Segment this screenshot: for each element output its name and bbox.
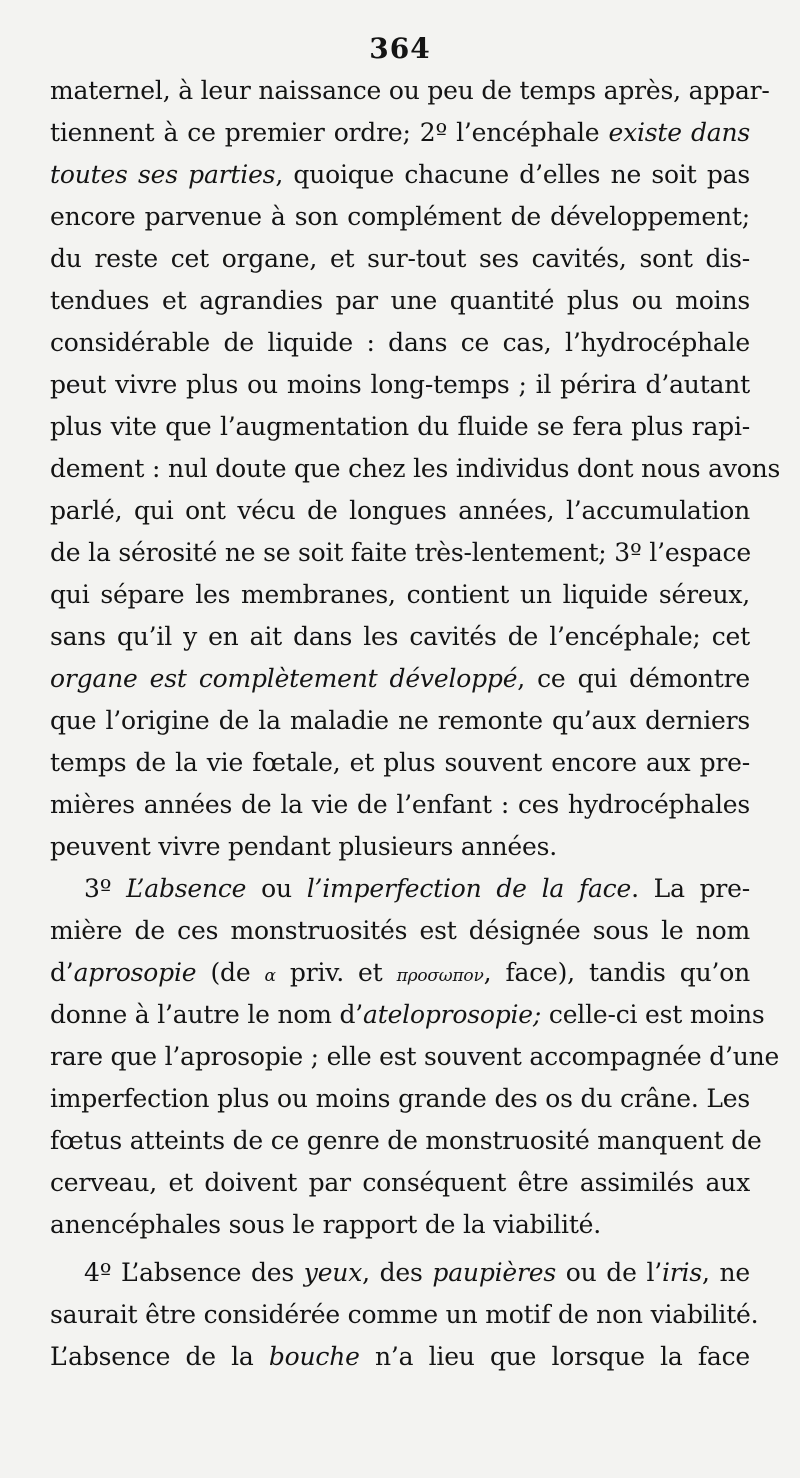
text-segment: sans qu’il y en ait dans les cavités de l’encéphale; cet [50,622,750,651]
text-segment: dement : nul doute que chez les individus dont nous avons [50,454,781,483]
italic-text: l’imperfection de la face [306,874,632,903]
text-line [50,1204,750,1246]
text-line [50,910,750,952]
text-segment: fœtus atteints de ce genre de monstruosité manquent de [50,1126,762,1155]
italic-text: L’absence [126,874,247,903]
text-segment: 4º L’absence des [84,1258,304,1287]
text-segment: ou de l’ [556,1258,663,1287]
text-line [50,448,781,490]
text-segment: donne à l’autre le nom d’ [50,1000,364,1029]
italic-text: toutes ses parties [50,160,276,189]
text-line [50,112,750,154]
text-segment: tendues et agrandies par une quantité plus ou moins [50,286,750,315]
text-line [50,532,750,574]
italic-text: iris [662,1258,702,1287]
text-line [50,280,750,322]
text-segment: 3º [84,874,127,903]
text-segment: du reste cet organe, et sur-tout ses cavités, sont dis- [50,244,750,273]
text-line [50,574,750,616]
page-number: 364 [369,32,431,65]
body-text [50,70,781,1378]
text-line [50,826,750,868]
italic-text: yeux [303,1258,363,1287]
italic-text: bouche [268,1342,360,1371]
text-line [50,322,750,364]
italic-text: paupières [432,1258,557,1287]
text-line [50,196,750,238]
italic-text: ateloprosopie; [363,1000,542,1029]
text-segment: , ne [702,1258,751,1287]
text-line [50,1120,762,1162]
italic-text: existe dans [608,118,750,147]
text-segment: encore parvenue à son complément de développement; [50,202,750,231]
text-line [50,700,750,742]
text-segment: peut vivre plus ou moins long-temps ; il périra d’autant [50,370,750,399]
text-segment: imperfection plus ou moins grande des os du crâne. Les [50,1084,750,1113]
text-segment: . La pre- [631,874,751,903]
text-line [50,406,750,448]
text-line [50,238,750,280]
text-segment: rare que l’aprosopie ; elle est souvent accompagnée d’une [50,1042,780,1071]
text-segment: , face), tandis qu’on [483,958,750,987]
text-line [50,742,750,784]
italic-text: aprosopie [73,958,197,987]
text-segment: temps de la vie fœtale, et plus souvent encore aux pre- [50,748,750,777]
text-segment: tiennent à ce premier ordre; 2º l’encéphale [50,118,609,147]
text-line [50,1294,759,1336]
text-line [50,952,750,994]
text-segment: ou [246,874,307,903]
text-segment: d’ [50,958,74,987]
text-segment: celle-ci est moins [541,1000,765,1029]
text-segment: plus vite que l’augmentation du fluide se fera plus rapi- [50,412,750,441]
text-line [50,1162,750,1204]
text-segment: , quoique chacune d’elles ne soit pas [275,160,750,189]
text-segment: priv. et [275,958,397,987]
text-segment: anencéphales sous le rapport de la viabilité. [50,1210,602,1239]
text-line [50,868,750,910]
text-line [50,490,750,532]
text-segment: peuvent vivre pendant plusieurs années. [50,832,557,861]
text-line [50,70,770,112]
text-segment: n’a lieu que lorsque la face [359,1342,751,1371]
text-segment: de la sérosité ne se soit faite très-lentement; 3º l’espace [50,538,751,567]
text-segment: mière de ces monstruosités est désignée sous le nom [50,916,750,945]
text-segment: saurait être considérée comme un motif de non viabilité. [50,1300,759,1329]
text-line [50,364,750,406]
text-line [50,1336,750,1378]
text-line [50,154,750,196]
text-line [50,1078,750,1120]
text-segment: maternel, à leur naissance ou peu de temps après, appar- [50,76,770,105]
text-segment: cerveau, et doivent par conséquent être assimilés aux [50,1168,750,1197]
text-line [50,784,750,826]
text-line [50,994,765,1036]
text-segment: mières années de la vie de l’enfant : ces hydrocéphales [50,790,750,819]
text-segment: , des [362,1258,433,1287]
text-segment: L’absence de la [50,1342,269,1371]
text-line [50,1036,780,1078]
text-segment: qui sépare les membranes, contient un liquide séreux, [50,580,750,609]
text-segment: parlé, qui ont vécu de longues années, l’accumulation [50,496,750,525]
text-segment: , ce qui démontre [517,664,750,693]
text-segment: que l’origine de la maladie ne remonte qu’aux derniers [50,706,750,735]
text-line [50,1252,750,1294]
greek-text: α [264,966,276,986]
text-line [50,658,750,700]
text-line [50,616,750,658]
italic-text: organe est complètement développé [50,664,518,693]
text-segment: considérable de liquide : dans ce cas, l’hydrocéphale [50,328,750,357]
text-segment: (de [196,958,265,987]
greek-text: πρoσωπον [396,966,484,986]
